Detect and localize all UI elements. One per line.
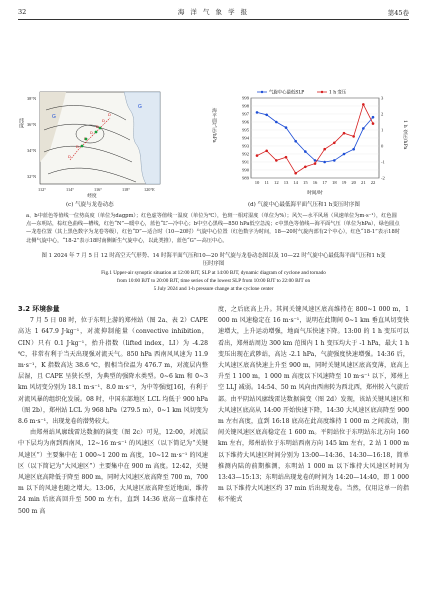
y-tick-left: 991 bbox=[242, 159, 249, 165]
map-x-tick: 116° bbox=[94, 187, 103, 192]
y-tick-left: 992 bbox=[242, 151, 249, 157]
figure-caption-en-2: from 10:00 BJT to 20:00 BJT, time series of the lowest SLP from 10:00 BJT to 22:00 BJT on bbox=[116, 278, 311, 284]
map-x-tick: 112° bbox=[38, 187, 47, 192]
svg-text:D: D bbox=[102, 118, 105, 123]
map-y-tick: 36°N bbox=[27, 122, 37, 127]
pressure-change-point bbox=[294, 172, 297, 175]
svg-text:D: D bbox=[68, 154, 71, 159]
x-tick: 12 bbox=[274, 180, 279, 185]
page-number: 32 bbox=[18, 8, 27, 16]
y-tick-right: 2 bbox=[381, 111, 384, 117]
figure-caption-en-3: 5 July 2024 and 1-h pressure change at the cyclone center bbox=[153, 286, 274, 292]
svg-text:D: D bbox=[96, 124, 99, 129]
pressure-point bbox=[323, 161, 326, 164]
pressure-change-point bbox=[304, 166, 307, 169]
pressure-change-point bbox=[256, 154, 259, 157]
chart-x-label: 时间/时 bbox=[307, 191, 323, 196]
x-tick: 19 bbox=[341, 180, 347, 185]
figure-notes: a、b中蓝色等值线一位势高度（单位为dagpm）；红色虚等值线一温度（单位为℃），色斑一相对湿度（单位为%）；风矢—水平风场（风速单位为m·s⁻¹），红色圆点—东明站，棕红色曲线—槽线，红色“N”—暖中心，蓝色“L”—冷中心；b中空心黑线—850 hPa低空急流；c中黑色等值线—海平面气压（单位为hPa），绿色圆点—龙卷位置（其上黑色数字为龙卷等级），红色“D”—适合时（10—20时）气旋中心位置（红色数字为时间，18—20时气旋内部有2个中心），红色“18-1”表示18时北侧气旋中心，“18-2”表示18时南侧新生气旋中心，以此类推），蓝色“G”—高压中心。 bbox=[26, 213, 400, 244]
pressure-change-point bbox=[343, 132, 346, 135]
x-tick: 11 bbox=[264, 180, 269, 185]
x-tick: 16 bbox=[312, 180, 318, 185]
chart-caption: (d) 气旋中心最低海平面气压和1 h变压时序图 bbox=[248, 202, 360, 208]
pressure-point bbox=[256, 111, 259, 114]
y-tick-right: 3 bbox=[381, 95, 384, 101]
x-tick: 15 bbox=[303, 180, 308, 185]
chart-y-label-right: 1 h 变压/hPa bbox=[402, 120, 407, 150]
pressure-point bbox=[314, 159, 317, 162]
map-x-tick: 120°E bbox=[144, 187, 155, 192]
map-x-tick: 118° bbox=[122, 187, 131, 192]
header-rule bbox=[18, 19, 409, 20]
pressure-change-point bbox=[275, 159, 278, 162]
map-y-tick: 38°N bbox=[27, 96, 37, 101]
slp-time-series-chart bbox=[225, 88, 405, 198]
pressure-point bbox=[304, 150, 307, 153]
y-tick-left: 998 bbox=[242, 103, 249, 109]
map-y-label: 纬度 bbox=[18, 118, 24, 128]
x-tick: 21 bbox=[361, 180, 366, 185]
figure-1 bbox=[18, 34, 409, 209]
y-tick-right: -1 bbox=[381, 159, 385, 165]
map-y-tick: 32°N bbox=[27, 174, 37, 179]
pressure-point bbox=[265, 114, 268, 117]
y-tick-right: 1 bbox=[381, 127, 384, 133]
pressure-change-point bbox=[372, 122, 375, 125]
pressure-point bbox=[294, 140, 297, 143]
x-tick: 20 bbox=[351, 180, 356, 185]
left-column bbox=[18, 304, 208, 517]
x-tick: 10 bbox=[254, 180, 260, 185]
running-header bbox=[18, 6, 409, 18]
y-tick-left: 997 bbox=[242, 111, 249, 117]
map-caption: (c) 气旋与龙卷动态 bbox=[66, 202, 114, 208]
body-paragraph: 由郑州站风廓线雷达数据的演变（图 2c）可见，12:00，对流层中下层均为南到西南风，12~16 m·s⁻¹ 的风速区（以下简记为“关键风速区”）主要集中在 1 000~1 200 m 高度，10~12 m·s⁻¹ 的风速区（以下简记为“大风速区”）主要集中在 900 m 高度。12:42，关键风速区底高降低于降至 800 m，同时大风速区底高降至 700 m，700 m 以下的风速也随之增大。13:06，大风速区底高降至近地面，维持 24 min 后底高回升至 500 m 左右，直到 14:36 底高一直维持在 500 m 高 bbox=[18, 429, 208, 515]
volume-label: 第45卷 bbox=[387, 9, 409, 17]
chart-y-label-left: 海平面气压/hPa bbox=[211, 108, 216, 143]
x-tick: 18 bbox=[332, 180, 337, 185]
journal-title: 海 洋 气 象 学 报 bbox=[177, 8, 250, 16]
map-x-tick: 114° bbox=[66, 187, 75, 192]
x-tick: 14 bbox=[293, 180, 298, 185]
pressure-change-point bbox=[265, 150, 268, 153]
y-tick-left: 994 bbox=[242, 135, 249, 141]
pressure-point bbox=[362, 127, 365, 130]
pressure-point bbox=[285, 126, 288, 129]
body-paragraph: 7 月 5 日 08 时，位于东明上游的郑州站（图 2a、表 2）CAPE 高达 1 647.9 J·kg⁻¹，对流抑制能量（convective inhibition，CIN）只有 0.1 J·kg⁻¹，抬升指数（lifted index，LI）为 -4.28 ℃，非常有利于当天出现强对流天气。850 hPa 西南风风速为 11.9 m·s⁻¹，K 指数高达 38.6 ℃，假相当位温为 476.7 m，对流层内整层湿，且 CAPE 呈狭长型，为典型的强降水类型。0~6 km 和 0~3 km 风切变分别为 18.1 m·s⁻¹、8.0 m·s⁻¹，为中等强度[16]，有利于对流风暴的组织化发展。08 时，中国东部地区 LCL 均低于 900 hPa（图 2b），郑州站 LCL 为 968 hPa（279.5 m），0~1 km 风切变为 8.6 m·s⁻¹，出现龙卷的潜势较大。 bbox=[18, 317, 208, 426]
pressure-change-point bbox=[333, 142, 336, 145]
pressure-change-point bbox=[362, 103, 365, 106]
pressure-change-point bbox=[323, 148, 326, 151]
body-paragraph: 度，之后底高上升。其间关键风速区底高维持在 800~1 000 m，1 000 m 风速稳定在 16 m·s⁻¹，说明在此期间 0~1 km 垂直风切变快速增大，上升运动增强，地面气压快速下降。13:00 的 1 h 变压可以看出，郑州站周边 300 km 范围内 1 h 变压均大于 -1 hPa，最大 1 h 变压出现在武陟站，高达 -2.1 hPa，气旋强度快速增强。14:36 后，大风速区底高快速上升至 900 m，同时关键风速区底高变薄，底高上升至 1 100 m，1 000 m 高度以下风速降至 10 m·s⁻¹ 以下，郑州上空 LLJ 减弱。14:54、50 m 风向由西南转为西北西，郑州转入气旋后部。由平阴站风廓线雷达数据演变（图 2d）发现，该站关键风速区和大风速区底高从 14:00 开始快速下降，14:30 大风速区底高降至 900 m 左右高度，直到 16:18 底高在此高度维持 1 000 m 之间波动，期间关键风速区底高稳定在 1 600 m。平阴站位于东明站东北方向 160 km 左右，郑州站位于东明站西南方向 145 km 左右，2 站 1 000 m 以下维持大风速区时间分别为 13:00—14:36、14:30—16:18，简单推测内陆的前期推测，东明站 1 000 m 以下维持大风速区时间为 13:43—15:13；东明站出现龙卷的时间为 14:20—14:40，即 1 000 m 以下维持大风速区约 37 min 后出现龙卷。当然，仅用这单一的指标不能式 bbox=[218, 306, 409, 504]
cyclone-tornado-map bbox=[26, 90, 164, 198]
y-tick-left: 996 bbox=[242, 119, 249, 125]
x-tick: 13 bbox=[283, 180, 289, 185]
y-tick-right: -2 bbox=[381, 175, 385, 181]
svg-text:D: D bbox=[90, 130, 93, 135]
x-tick: 17 bbox=[322, 180, 327, 185]
pressure-point bbox=[343, 153, 346, 156]
pressure-point bbox=[372, 116, 375, 119]
svg-text:G: G bbox=[52, 114, 56, 120]
y-tick-left: 993 bbox=[242, 143, 249, 149]
y-tick-left: 990 bbox=[242, 167, 249, 173]
svg-text:D: D bbox=[108, 112, 111, 117]
right-column bbox=[218, 304, 409, 506]
map-x-label: 经度 bbox=[87, 194, 97, 198]
y-tick-left: 999 bbox=[242, 95, 249, 101]
svg-text:D: D bbox=[76, 144, 79, 149]
pressure-point bbox=[275, 121, 278, 124]
legend-pressure: 气旋中心最低SLP bbox=[269, 90, 305, 96]
pressure-point bbox=[352, 148, 355, 151]
x-tick: 22 bbox=[370, 180, 376, 185]
pressure-point bbox=[333, 159, 336, 162]
legend-change: 1 h 变压 bbox=[329, 90, 347, 96]
svg-text:G: G bbox=[138, 104, 142, 110]
figure-caption-en-1: Fig.1 Upper-air synoptic situation at 12:00 BJT, SLP at 14:00 BJT, dynamic diagram of cyclone and tornado bbox=[101, 270, 326, 276]
pressure-change-point bbox=[352, 135, 355, 138]
y-tick-left: 995 bbox=[242, 127, 249, 133]
section-heading: 3.2 环境参量 bbox=[18, 305, 60, 313]
map-y-tick: 34°N bbox=[27, 148, 37, 153]
figure-caption-cn: 图 1 2024 年 7 月 5 日 12 时高空天气形势、14 时海平面气压和10—20 时气旋与龙卷动态图以及 10—22 时气旋中心最低海平面气压和1 h变压时序图 bbox=[41, 253, 386, 268]
y-tick-right: 0 bbox=[381, 143, 384, 149]
pressure-change-point bbox=[285, 156, 288, 159]
y-tick-left: 989 bbox=[242, 175, 249, 181]
pressure-change-point bbox=[314, 162, 317, 165]
